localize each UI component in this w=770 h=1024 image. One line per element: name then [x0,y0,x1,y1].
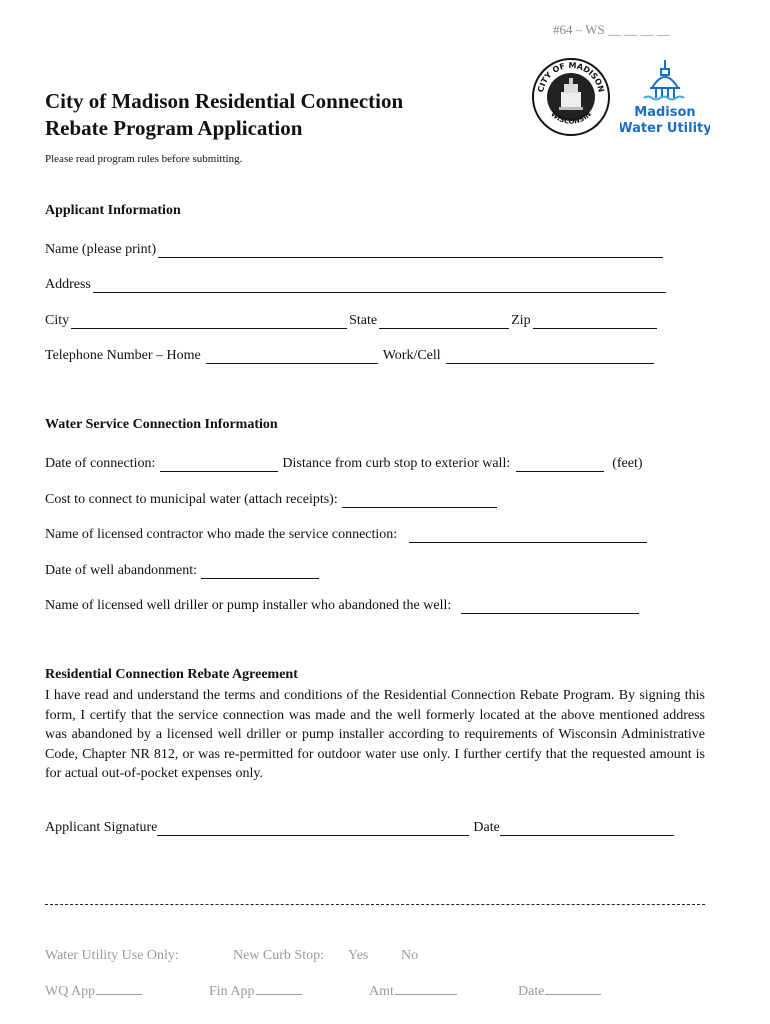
driller-field[interactable] [461,599,639,614]
city-state-zip-row [45,309,659,329]
address-field[interactable] [93,278,666,293]
driller-label: Name of licensed well driller or pump installer who abandoned the well: [45,598,452,613]
curb-stop-label: New Curb Stop: [233,948,324,963]
fin-app-row [209,981,302,1000]
abandon-date-field[interactable] [201,564,319,579]
zip-field[interactable] [533,314,657,329]
signature-label: Applicant Signature [45,820,158,835]
utility-name-line-2: Water Utility [620,121,710,136]
name-field[interactable] [158,243,663,258]
connection-date-field[interactable] [160,457,278,472]
abandon-date-row [45,559,321,579]
curb-stop-no[interactable]: No [401,948,419,963]
signature-date-field[interactable] [500,821,674,836]
seal-top-text: CITY OF MADISON [536,60,606,94]
wq-app-row [45,981,142,1000]
office-use-label: Water Utility Use Only: [45,948,179,963]
agreement-heading: Residential Connection Rebate Agreement [45,667,298,682]
cost-row [45,488,499,508]
city-seal-logo [531,50,611,145]
cut-line-divider [45,904,705,905]
cost-field[interactable] [342,493,497,508]
seal-bottom-text: WISCONSIN [549,110,593,126]
office-date-row [518,981,601,1000]
title-line-1: City of Madison Residential Connection [45,89,404,113]
signature-date-label: Date [473,820,500,835]
contractor-field[interactable] [409,528,647,543]
connection-date-row [45,452,643,472]
name-row [45,238,665,258]
office-date-label: Date [518,984,545,999]
water-utility-logo [620,52,710,145]
utility-name-line-1: Madison [634,105,696,120]
name-label: Name (please print) [45,242,157,257]
fin-app-field[interactable] [256,981,302,995]
phone-home-label: Telephone Number – Home [45,348,201,363]
title-line-2: Rebate Program Application [45,116,303,140]
curb-stop-yes[interactable]: Yes [348,948,369,963]
amt-field[interactable] [395,981,457,995]
driller-row [45,594,641,614]
telephone-row [45,344,656,364]
service-heading: Water Service Connection Information [45,417,278,432]
applicant-heading: Applicant Information [45,203,181,218]
city-label: City [45,313,70,328]
state-field[interactable] [379,314,509,329]
cost-label: Cost to connect to municipal water (attach receipts): [45,492,338,507]
distance-label: Distance from curb stop to exterior wall: [282,456,511,471]
office-date-field[interactable] [545,981,601,995]
contractor-label: Name of licensed contractor who made the service connection: [45,527,398,542]
amt-row [369,981,457,1000]
distance-field[interactable] [516,457,604,472]
connection-date-label: Date of connection: [45,456,156,471]
address-label: Address [45,277,91,292]
wq-app-label: WQ App [45,984,96,999]
abandon-date-label: Date of well abandonment: [45,563,198,578]
phone-work-label: Work/Cell [382,348,441,363]
form-reference-number: #64 – WS __ __ __ __ [553,22,670,37]
zip-label: Zip [511,313,531,328]
phone-work-field[interactable] [446,349,654,364]
page-title [45,88,403,142]
fin-app-label: Fin App [209,984,255,999]
state-label: State [349,313,378,328]
signature-row [45,816,676,836]
wq-app-field[interactable] [96,981,142,995]
distance-unit: (feet) [612,456,643,471]
amt-label: Amt [369,984,394,999]
signature-field[interactable] [157,821,469,836]
phone-home-field[interactable] [206,349,378,364]
contractor-row [45,523,649,543]
city-field[interactable] [71,314,347,329]
instructions-note: Please read program rules before submitting. [45,153,243,165]
agreement-text: I have read and understand the terms and conditions of the Residential Connection Rebate Program. By signing this form, I certify that the service connection was made and the well formerly located at the above mentioned address was abandoned by a licensed well driller or pump installer according to requirements of Wisconsin Administrative Code, Chapter NR 812, or was re-permitted for outdoor water use only. I further certify that the requested amount is for actual out-of-pocket expenses only. [45,688,705,781]
address-row [45,273,668,293]
